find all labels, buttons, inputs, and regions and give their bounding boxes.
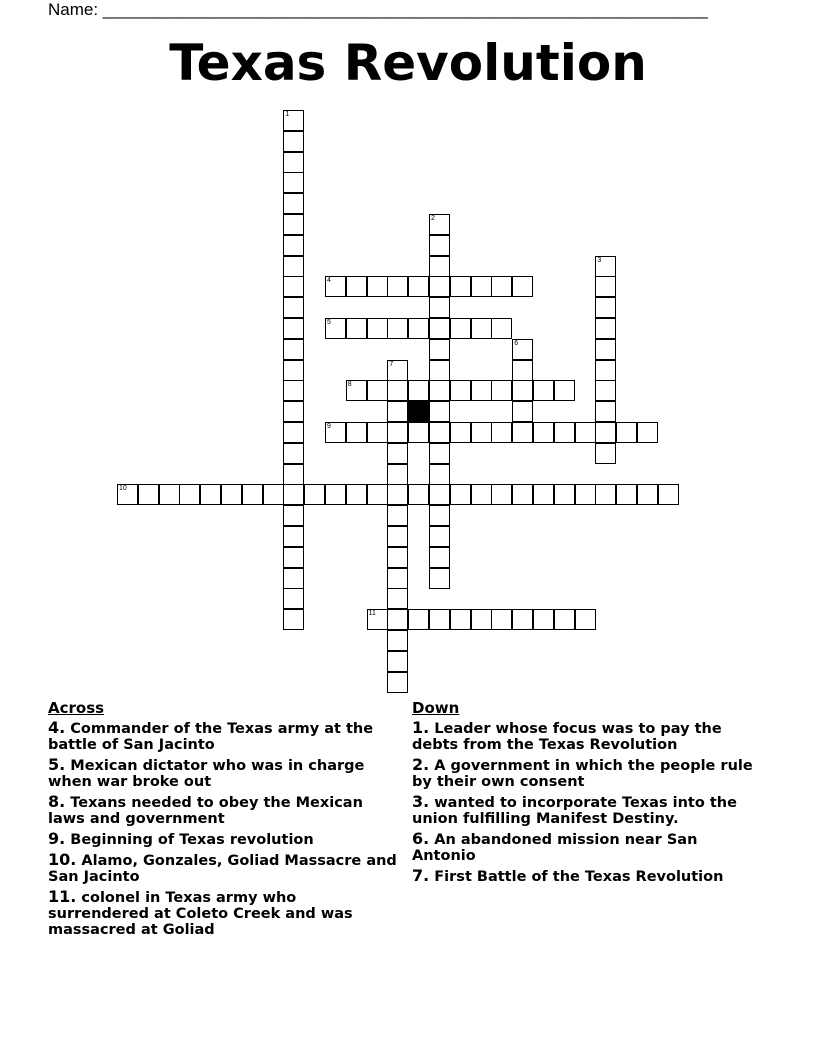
grid-cell[interactable] xyxy=(387,547,408,568)
grid-cell[interactable] xyxy=(387,318,408,339)
grid-cell[interactable] xyxy=(346,276,367,297)
grid-cell[interactable] xyxy=(512,339,533,360)
grid-cell[interactable] xyxy=(554,484,575,505)
clue-text: wanted to incorporate Texas into the union fulfilling Manifest Destiny. xyxy=(412,795,737,827)
grid-cell[interactable] xyxy=(283,547,304,568)
grid-cell[interactable] xyxy=(595,360,616,381)
grid-cell[interactable] xyxy=(616,484,637,505)
grid-cell[interactable] xyxy=(429,318,450,339)
grid-cell[interactable] xyxy=(491,318,512,339)
grid-cell[interactable] xyxy=(575,484,596,505)
grid-cell[interactable] xyxy=(408,276,429,297)
grid-cell[interactable] xyxy=(283,297,304,318)
grid-cell[interactable] xyxy=(575,609,596,630)
grid-cell[interactable] xyxy=(346,380,367,401)
black-cell xyxy=(408,401,429,422)
grid-cell[interactable] xyxy=(346,318,367,339)
grid-cell[interactable] xyxy=(429,443,450,464)
grid-cell[interactable] xyxy=(283,443,304,464)
grid-cell[interactable] xyxy=(387,464,408,485)
grid-cell[interactable] xyxy=(533,380,554,401)
grid-cell[interactable] xyxy=(408,380,429,401)
grid-cell[interactable] xyxy=(283,609,304,630)
clue-number: 10. xyxy=(48,850,77,869)
grid-cell[interactable] xyxy=(179,484,200,505)
clue-text: A government in which the people rule by their own consent xyxy=(412,758,753,790)
clue-number-label: 4 xyxy=(327,277,331,285)
clue-number-label: 5 xyxy=(327,319,331,326)
grid-cell[interactable] xyxy=(595,276,616,297)
grid-cell[interactable] xyxy=(408,484,429,505)
grid-cell[interactable] xyxy=(159,484,180,505)
grid-cell[interactable] xyxy=(429,235,450,256)
grid-cell[interactable] xyxy=(616,422,637,443)
grid-cell[interactable] xyxy=(429,547,450,568)
grid-cell[interactable] xyxy=(429,297,450,318)
grid-cell[interactable] xyxy=(429,276,450,297)
grid-cell[interactable] xyxy=(408,422,429,443)
across-clues xyxy=(48,700,398,942)
grid-cell[interactable] xyxy=(283,131,304,152)
grid-cell[interactable] xyxy=(429,568,450,589)
grid-cell[interactable] xyxy=(471,484,492,505)
grid-cell[interactable] xyxy=(533,484,554,505)
grid-cell[interactable] xyxy=(450,609,471,630)
grid-cell[interactable] xyxy=(554,422,575,443)
grid-cell[interactable] xyxy=(367,276,388,297)
grid-cell[interactable] xyxy=(387,401,408,422)
across-heading: Across xyxy=(48,699,105,717)
grid-cell[interactable] xyxy=(387,276,408,297)
grid-cell[interactable] xyxy=(533,609,554,630)
clue-number: 9. xyxy=(48,829,66,848)
clue-number: 7. xyxy=(412,866,430,885)
clue-number-label: 6 xyxy=(514,339,519,347)
clue-number: 4. xyxy=(48,718,66,737)
grid-cell[interactable] xyxy=(471,318,492,339)
grid-cell[interactable] xyxy=(554,380,575,401)
grid-cell[interactable] xyxy=(491,484,512,505)
clue-across-4 xyxy=(48,720,398,753)
clue-number-label: 3 xyxy=(597,256,602,264)
grid-cell[interactable] xyxy=(304,484,325,505)
clue-text: colonel in Texas army who surrendered at Coleto Creek and was massacred at Goliad xyxy=(48,890,353,938)
grid-cell[interactable] xyxy=(429,214,450,235)
clue-number: 8. xyxy=(48,792,66,811)
grid-cell[interactable] xyxy=(283,484,304,505)
grid-cell[interactable] xyxy=(325,422,346,443)
grid-cell[interactable] xyxy=(325,484,346,505)
clue-text: Mexican dictator who was in charge when war broke out xyxy=(48,758,365,790)
clue-down-2 xyxy=(412,757,762,790)
grid-cell[interactable] xyxy=(512,380,533,401)
grid-cell[interactable] xyxy=(491,380,512,401)
grid-cell[interactable] xyxy=(595,339,616,360)
clue-down-7 xyxy=(412,868,762,885)
clue-number-label: 2 xyxy=(431,215,435,222)
grid-cell[interactable] xyxy=(450,484,471,505)
grid-cell[interactable] xyxy=(283,193,304,214)
grid-cell[interactable] xyxy=(283,172,304,193)
grid-cell[interactable] xyxy=(429,609,450,630)
clue-text: First Battle of the Texas Revolution xyxy=(434,869,724,885)
grid-cell[interactable] xyxy=(512,401,533,422)
grid-cell[interactable] xyxy=(408,318,429,339)
grid-cell[interactable] xyxy=(595,380,616,401)
clue-across-9 xyxy=(48,831,398,848)
grid-cell[interactable] xyxy=(429,380,450,401)
grid-cell[interactable] xyxy=(283,588,304,609)
grid-cell[interactable] xyxy=(408,609,429,630)
clue-number: 3. xyxy=(412,792,430,811)
grid-cell[interactable] xyxy=(512,360,533,381)
clue-number: 6. xyxy=(412,829,430,848)
grid-cell[interactable] xyxy=(491,422,512,443)
grid-cell[interactable] xyxy=(346,422,367,443)
grid-cell[interactable] xyxy=(429,464,450,485)
grid-cell[interactable] xyxy=(283,505,304,526)
clue-across-5 xyxy=(48,757,398,790)
grid-cell[interactable] xyxy=(346,484,367,505)
grid-cell[interactable] xyxy=(283,339,304,360)
grid-cell[interactable] xyxy=(429,484,450,505)
grid-cell[interactable] xyxy=(283,422,304,443)
grid-cell[interactable] xyxy=(387,443,408,464)
clue-text: Texans needed to obey the Mexican laws and government xyxy=(48,795,363,827)
grid-cell[interactable] xyxy=(595,484,616,505)
grid-cell[interactable] xyxy=(283,276,304,297)
grid-cell[interactable] xyxy=(575,422,596,443)
grid-cell[interactable] xyxy=(283,401,304,422)
grid-cell[interactable] xyxy=(471,276,492,297)
clue-down-6 xyxy=(412,831,762,864)
grid-cell[interactable] xyxy=(471,380,492,401)
grid-cell[interactable] xyxy=(283,526,304,547)
grid-cell[interactable] xyxy=(325,318,346,339)
grid-cell[interactable] xyxy=(387,380,408,401)
grid-cell[interactable] xyxy=(117,484,138,505)
grid-cell[interactable] xyxy=(367,609,388,630)
grid-cell[interactable] xyxy=(595,422,616,443)
grid-cell[interactable] xyxy=(595,401,616,422)
grid-cell[interactable] xyxy=(450,318,471,339)
clue-down-1 xyxy=(412,720,762,753)
grid-cell[interactable] xyxy=(283,256,304,277)
clue-number-label: 10 xyxy=(119,485,127,493)
grid-cell[interactable] xyxy=(367,318,388,339)
grid-cell[interactable] xyxy=(263,484,284,505)
grid-cell[interactable] xyxy=(387,609,408,630)
clue-text: Beginning of Texas revolution xyxy=(70,832,314,848)
clue-text: Leader whose focus was to pay the debts from the Texas Revolution xyxy=(412,721,722,753)
grid-cell[interactable] xyxy=(283,152,304,173)
clue-number: 2. xyxy=(412,755,430,774)
grid-cell[interactable] xyxy=(138,484,159,505)
grid-cell[interactable] xyxy=(429,526,450,547)
clue-text: Commander of the Texas army at the battle of San Jacinto xyxy=(48,721,374,753)
grid-cell[interactable] xyxy=(429,360,450,381)
grid-cell[interactable] xyxy=(242,484,263,505)
grid-cell[interactable] xyxy=(533,422,554,443)
clue-across-8 xyxy=(48,794,398,827)
grid-cell[interactable] xyxy=(491,276,512,297)
grid-cell[interactable] xyxy=(283,464,304,485)
grid-cell[interactable] xyxy=(471,422,492,443)
clue-number: 5. xyxy=(48,755,66,774)
grid-cell[interactable] xyxy=(595,256,616,277)
puzzle-title: Texas Revolution xyxy=(169,34,647,92)
grid-cell[interactable] xyxy=(554,609,575,630)
clue-number-label: 8 xyxy=(347,381,352,389)
grid-cell[interactable] xyxy=(429,401,450,422)
grid-cell[interactable] xyxy=(325,276,346,297)
grid-cell[interactable] xyxy=(387,588,408,609)
grid-cell[interactable] xyxy=(595,318,616,339)
grid-cell[interactable] xyxy=(471,609,492,630)
clue-number-label: 7 xyxy=(389,360,394,368)
grid-cell[interactable] xyxy=(658,484,679,505)
grid-cell[interactable] xyxy=(221,484,242,505)
grid-cell[interactable] xyxy=(512,422,533,443)
grid-cell[interactable] xyxy=(200,484,221,505)
grid-cell[interactable] xyxy=(512,276,533,297)
down-heading: Down xyxy=(412,699,460,717)
grid-cell[interactable] xyxy=(429,256,450,277)
grid-cell[interactable] xyxy=(367,422,388,443)
clue-number: 11. xyxy=(48,887,77,906)
down-clues xyxy=(412,700,762,889)
grid-cell[interactable] xyxy=(387,568,408,589)
clue-text: Alamo, Gonzales, Goliad Massacre and San Jacinto xyxy=(48,853,397,885)
grid-cell[interactable] xyxy=(283,568,304,589)
grid-cell[interactable] xyxy=(283,235,304,256)
grid-cell[interactable] xyxy=(283,318,304,339)
grid-cell[interactable] xyxy=(429,422,450,443)
grid-cell[interactable] xyxy=(595,297,616,318)
grid-cell[interactable] xyxy=(637,484,658,505)
grid-cell[interactable] xyxy=(387,630,408,651)
grid-cell[interactable] xyxy=(512,609,533,630)
grid-cell[interactable] xyxy=(387,422,408,443)
clue-number-label: 11 xyxy=(368,610,376,618)
clue-number-label: 1 xyxy=(285,111,290,118)
grid-cell[interactable] xyxy=(512,484,533,505)
grid-cell[interactable] xyxy=(387,484,408,505)
clue-number: 1. xyxy=(412,718,430,737)
grid-cell[interactable] xyxy=(387,526,408,547)
grid-cell[interactable] xyxy=(387,360,408,381)
clue-down-3 xyxy=(412,794,762,827)
grid-cell[interactable] xyxy=(387,672,408,693)
grid-cell[interactable] xyxy=(429,339,450,360)
grid-cell[interactable] xyxy=(491,609,512,630)
clue-across-10 xyxy=(48,852,398,885)
grid-cell[interactable] xyxy=(450,276,471,297)
grid-cell[interactable] xyxy=(387,505,408,526)
grid-cell[interactable] xyxy=(450,380,471,401)
grid-cell[interactable] xyxy=(283,214,304,235)
grid-cell[interactable] xyxy=(283,360,304,381)
clue-text: An abandoned mission near San Antonio xyxy=(412,832,698,864)
grid-cell[interactable] xyxy=(637,422,658,443)
clue-across-11 xyxy=(48,889,398,938)
grid-cell[interactable] xyxy=(387,651,408,672)
grid-cell[interactable] xyxy=(367,484,388,505)
grid-cell[interactable] xyxy=(283,110,304,131)
grid-cell[interactable] xyxy=(450,422,471,443)
grid-cell[interactable] xyxy=(283,380,304,401)
grid-cell[interactable] xyxy=(367,380,388,401)
clue-number-label: 9 xyxy=(327,423,331,430)
name-field-label: Name: ________________________________________________________________ xyxy=(48,0,708,19)
grid-cell[interactable] xyxy=(429,505,450,526)
grid-cell[interactable] xyxy=(595,443,616,464)
